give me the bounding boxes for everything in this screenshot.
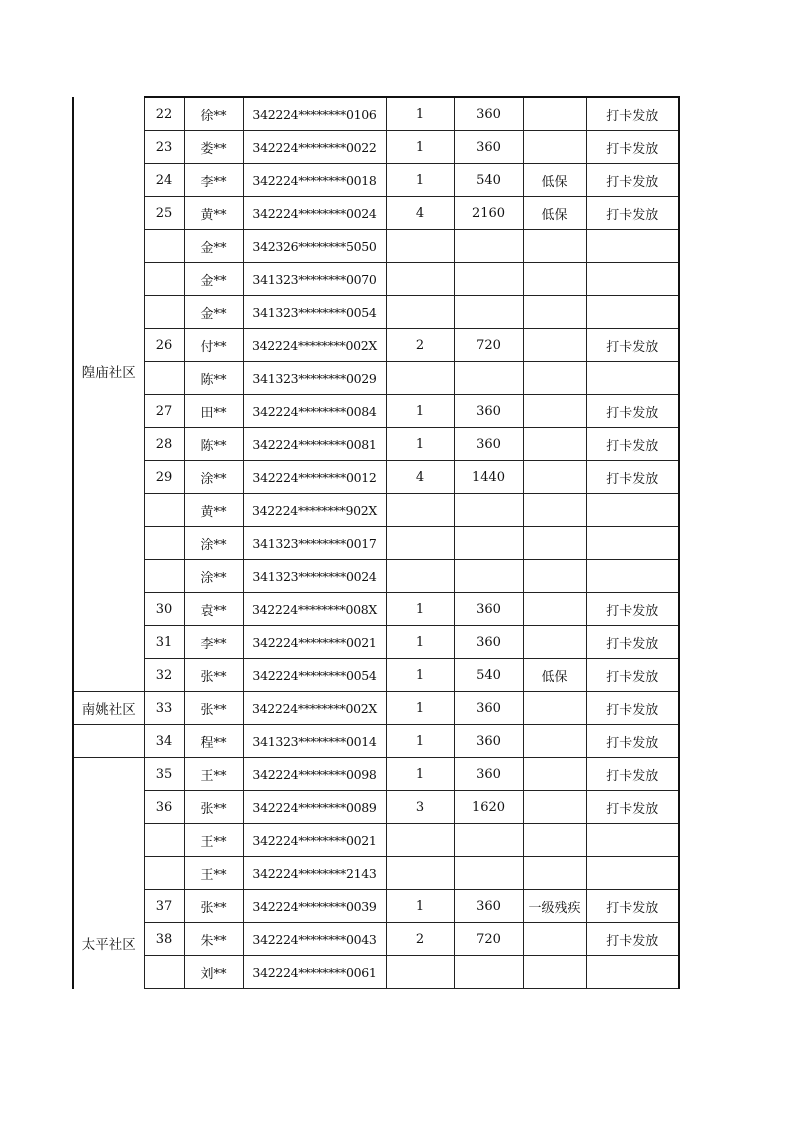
name-cell: 陈** bbox=[184, 428, 243, 461]
subsidy-table-page bbox=[72, 96, 678, 989]
payment-method-cell: 打卡发放 bbox=[586, 692, 679, 725]
name-cell: 王** bbox=[184, 857, 243, 890]
category-cell bbox=[523, 461, 586, 494]
payment-method-cell: 打卡发放 bbox=[586, 791, 679, 824]
id-number-cell: 342224********0018 bbox=[243, 164, 386, 197]
name-cell: 李** bbox=[184, 626, 243, 659]
table-row bbox=[73, 824, 679, 857]
table-row bbox=[73, 560, 679, 593]
table-row bbox=[73, 890, 679, 923]
household-count-cell bbox=[386, 956, 454, 989]
category-cell bbox=[523, 758, 586, 791]
amount-cell: 720 bbox=[454, 329, 523, 362]
id-number-cell: 342224********008X bbox=[243, 593, 386, 626]
payment-method-cell bbox=[586, 824, 679, 857]
amount-cell: 2160 bbox=[454, 197, 523, 230]
id-number-cell: 342224********0012 bbox=[243, 461, 386, 494]
name-cell: 付** bbox=[184, 329, 243, 362]
seq-cell bbox=[144, 560, 184, 593]
category-cell bbox=[523, 362, 586, 395]
seq-cell bbox=[144, 956, 184, 989]
name-cell: 刘** bbox=[184, 956, 243, 989]
name-cell: 金** bbox=[184, 230, 243, 263]
seq-cell bbox=[144, 362, 184, 395]
name-cell: 陈** bbox=[184, 362, 243, 395]
seq-cell bbox=[144, 296, 184, 329]
amount-cell: 1440 bbox=[454, 461, 523, 494]
household-count-cell: 4 bbox=[386, 197, 454, 230]
category-cell bbox=[523, 626, 586, 659]
seq-cell: 24 bbox=[144, 164, 184, 197]
category-cell bbox=[523, 527, 586, 560]
household-count-cell bbox=[386, 362, 454, 395]
amount-cell: 720 bbox=[454, 923, 523, 956]
name-cell: 徐** bbox=[184, 97, 243, 131]
household-count-cell: 1 bbox=[386, 395, 454, 428]
table-row bbox=[73, 923, 679, 956]
community-taiping: 太平社区 bbox=[73, 758, 144, 989]
category-cell bbox=[523, 824, 586, 857]
seq-cell: 31 bbox=[144, 626, 184, 659]
household-count-cell: 3 bbox=[386, 791, 454, 824]
table-row bbox=[73, 494, 679, 527]
amount-cell: 360 bbox=[454, 428, 523, 461]
amount-cell bbox=[454, 263, 523, 296]
amount-cell bbox=[454, 494, 523, 527]
household-count-cell: 2 bbox=[386, 923, 454, 956]
payment-method-cell bbox=[586, 956, 679, 989]
table-row bbox=[73, 758, 679, 791]
amount-cell: 360 bbox=[454, 593, 523, 626]
table-row bbox=[73, 164, 679, 197]
payment-method-cell: 打卡发放 bbox=[586, 659, 679, 692]
payment-method-cell: 打卡发放 bbox=[586, 164, 679, 197]
seq-cell: 32 bbox=[144, 659, 184, 692]
seq-cell: 35 bbox=[144, 758, 184, 791]
payment-method-cell: 打卡发放 bbox=[586, 428, 679, 461]
amount-cell: 360 bbox=[454, 692, 523, 725]
payment-method-cell bbox=[586, 527, 679, 560]
table-row bbox=[73, 296, 679, 329]
id-number-cell: 342224********0043 bbox=[243, 923, 386, 956]
table-row bbox=[73, 230, 679, 263]
payment-method-cell: 打卡发放 bbox=[586, 461, 679, 494]
table-row bbox=[73, 659, 679, 692]
payment-method-cell: 打卡发放 bbox=[586, 197, 679, 230]
id-number-cell: 342224********0106 bbox=[243, 97, 386, 131]
id-number-cell: 342224********0021 bbox=[243, 824, 386, 857]
household-count-cell: 1 bbox=[386, 890, 454, 923]
name-cell: 王** bbox=[184, 758, 243, 791]
amount-cell bbox=[454, 824, 523, 857]
household-count-cell: 1 bbox=[386, 97, 454, 131]
amount-cell: 540 bbox=[454, 659, 523, 692]
name-cell: 袁** bbox=[184, 593, 243, 626]
amount-cell bbox=[454, 857, 523, 890]
payment-method-cell: 打卡发放 bbox=[586, 329, 679, 362]
amount-cell: 360 bbox=[454, 758, 523, 791]
name-cell: 涂** bbox=[184, 527, 243, 560]
table-row bbox=[73, 791, 679, 824]
id-number-cell: 342224********002X bbox=[243, 692, 386, 725]
seq-cell: 23 bbox=[144, 131, 184, 164]
household-count-cell bbox=[386, 560, 454, 593]
seq-cell: 36 bbox=[144, 791, 184, 824]
seq-cell: 30 bbox=[144, 593, 184, 626]
category-cell bbox=[523, 494, 586, 527]
id-number-cell: 342224********0098 bbox=[243, 758, 386, 791]
household-count-cell: 1 bbox=[386, 428, 454, 461]
id-number-cell: 342224********0054 bbox=[243, 659, 386, 692]
category-cell bbox=[523, 956, 586, 989]
payment-method-cell: 打卡发放 bbox=[586, 923, 679, 956]
seq-cell: 22 bbox=[144, 97, 184, 131]
seq-cell bbox=[144, 857, 184, 890]
id-number-cell: 342224********0039 bbox=[243, 890, 386, 923]
household-count-cell: 1 bbox=[386, 659, 454, 692]
payment-method-cell: 打卡发放 bbox=[586, 131, 679, 164]
household-count-cell bbox=[386, 263, 454, 296]
payment-method-cell bbox=[586, 857, 679, 890]
household-count-cell: 1 bbox=[386, 593, 454, 626]
seq-cell: 29 bbox=[144, 461, 184, 494]
name-cell: 黄** bbox=[184, 197, 243, 230]
id-number-cell: 341323********0029 bbox=[243, 362, 386, 395]
household-count-cell: 1 bbox=[386, 164, 454, 197]
payment-method-cell bbox=[586, 230, 679, 263]
table-row bbox=[73, 131, 679, 164]
name-cell: 金** bbox=[184, 263, 243, 296]
category-cell bbox=[523, 329, 586, 362]
id-number-cell: 342326********5050 bbox=[243, 230, 386, 263]
table-row bbox=[73, 593, 679, 626]
household-count-cell bbox=[386, 230, 454, 263]
payment-method-cell: 打卡发放 bbox=[586, 593, 679, 626]
name-cell: 黄** bbox=[184, 494, 243, 527]
amount-cell: 360 bbox=[454, 890, 523, 923]
table-row bbox=[73, 97, 679, 131]
id-number-cell: 342224********0022 bbox=[243, 131, 386, 164]
seq-cell: 26 bbox=[144, 329, 184, 362]
category-cell bbox=[523, 395, 586, 428]
seq-cell: 37 bbox=[144, 890, 184, 923]
payment-method-cell bbox=[586, 362, 679, 395]
category-cell bbox=[523, 296, 586, 329]
seq-cell bbox=[144, 230, 184, 263]
amount-cell: 1620 bbox=[454, 791, 523, 824]
category-cell bbox=[523, 97, 586, 131]
category-cell: 一级残疾 bbox=[523, 890, 586, 923]
payment-method-cell: 打卡发放 bbox=[586, 725, 679, 758]
community-huangmiao: 隍庙社区 bbox=[73, 97, 144, 692]
amount-cell bbox=[454, 230, 523, 263]
id-number-cell: 342224********902X bbox=[243, 494, 386, 527]
seq-cell bbox=[144, 824, 184, 857]
id-number-cell: 342224********0024 bbox=[243, 197, 386, 230]
household-count-cell: 1 bbox=[386, 626, 454, 659]
household-count-cell: 1 bbox=[386, 131, 454, 164]
id-number-cell: 341323********0014 bbox=[243, 725, 386, 758]
amount-cell: 360 bbox=[454, 97, 523, 131]
community-empty bbox=[73, 725, 144, 758]
household-count-cell: 2 bbox=[386, 329, 454, 362]
id-number-cell: 341323********0054 bbox=[243, 296, 386, 329]
household-count-cell: 1 bbox=[386, 758, 454, 791]
table-row bbox=[73, 692, 679, 725]
category-cell bbox=[523, 560, 586, 593]
amount-cell bbox=[454, 296, 523, 329]
category-cell bbox=[523, 428, 586, 461]
table-row bbox=[73, 428, 679, 461]
id-number-cell: 342224********0081 bbox=[243, 428, 386, 461]
category-cell bbox=[523, 923, 586, 956]
category-cell bbox=[523, 230, 586, 263]
amount-cell: 360 bbox=[454, 725, 523, 758]
name-cell: 程** bbox=[184, 725, 243, 758]
category-cell bbox=[523, 791, 586, 824]
id-number-cell: 341323********0024 bbox=[243, 560, 386, 593]
household-count-cell bbox=[386, 296, 454, 329]
name-cell: 金** bbox=[184, 296, 243, 329]
household-count-cell bbox=[386, 824, 454, 857]
id-number-cell: 342224********0021 bbox=[243, 626, 386, 659]
table-row bbox=[73, 263, 679, 296]
seq-cell bbox=[144, 494, 184, 527]
seq-cell bbox=[144, 263, 184, 296]
community-nanyao: 南姚社区 bbox=[73, 692, 144, 725]
amount-cell: 540 bbox=[454, 164, 523, 197]
payment-method-cell bbox=[586, 560, 679, 593]
id-number-cell: 342224********0061 bbox=[243, 956, 386, 989]
household-count-cell bbox=[386, 527, 454, 560]
seq-cell: 27 bbox=[144, 395, 184, 428]
table-body bbox=[73, 97, 679, 989]
amount-cell: 360 bbox=[454, 626, 523, 659]
table-row bbox=[73, 527, 679, 560]
table-row bbox=[73, 197, 679, 230]
category-cell: 低保 bbox=[523, 197, 586, 230]
payment-method-cell bbox=[586, 494, 679, 527]
amount-cell bbox=[454, 527, 523, 560]
amount-cell bbox=[454, 362, 523, 395]
id-number-cell: 341323********0017 bbox=[243, 527, 386, 560]
name-cell: 朱** bbox=[184, 923, 243, 956]
category-cell bbox=[523, 692, 586, 725]
payment-method-cell: 打卡发放 bbox=[586, 890, 679, 923]
household-count-cell bbox=[386, 857, 454, 890]
table-row bbox=[73, 725, 679, 758]
category-cell bbox=[523, 263, 586, 296]
payment-method-cell: 打卡发放 bbox=[586, 758, 679, 791]
name-cell: 王** bbox=[184, 824, 243, 857]
payment-method-cell: 打卡发放 bbox=[586, 395, 679, 428]
table-row bbox=[73, 956, 679, 989]
name-cell: 李** bbox=[184, 164, 243, 197]
name-cell: 涂** bbox=[184, 461, 243, 494]
table-row bbox=[73, 395, 679, 428]
category-cell: 低保 bbox=[523, 164, 586, 197]
table-row bbox=[73, 461, 679, 494]
table-row bbox=[73, 857, 679, 890]
payment-method-cell: 打卡发放 bbox=[586, 626, 679, 659]
name-cell: 张** bbox=[184, 692, 243, 725]
subsidy-table bbox=[72, 96, 680, 989]
seq-cell: 38 bbox=[144, 923, 184, 956]
payment-method-cell bbox=[586, 296, 679, 329]
category-cell bbox=[523, 725, 586, 758]
amount-cell bbox=[454, 560, 523, 593]
id-number-cell: 342224********0089 bbox=[243, 791, 386, 824]
id-number-cell: 341323********0070 bbox=[243, 263, 386, 296]
amount-cell bbox=[454, 956, 523, 989]
name-cell: 张** bbox=[184, 659, 243, 692]
category-cell bbox=[523, 593, 586, 626]
name-cell: 涂** bbox=[184, 560, 243, 593]
id-number-cell: 342224********002X bbox=[243, 329, 386, 362]
category-cell bbox=[523, 857, 586, 890]
table-row bbox=[73, 329, 679, 362]
household-count-cell: 4 bbox=[386, 461, 454, 494]
amount-cell: 360 bbox=[454, 131, 523, 164]
name-cell: 田** bbox=[184, 395, 243, 428]
name-cell: 张** bbox=[184, 791, 243, 824]
household-count-cell: 1 bbox=[386, 725, 454, 758]
id-number-cell: 342224********0084 bbox=[243, 395, 386, 428]
name-cell: 娄** bbox=[184, 131, 243, 164]
amount-cell: 360 bbox=[454, 395, 523, 428]
category-cell: 低保 bbox=[523, 659, 586, 692]
category-cell bbox=[523, 131, 586, 164]
household-count-cell bbox=[386, 494, 454, 527]
household-count-cell: 1 bbox=[386, 692, 454, 725]
table-row bbox=[73, 626, 679, 659]
seq-cell: 28 bbox=[144, 428, 184, 461]
payment-method-cell bbox=[586, 263, 679, 296]
seq-cell bbox=[144, 527, 184, 560]
seq-cell: 34 bbox=[144, 725, 184, 758]
id-number-cell: 342224********2143 bbox=[243, 857, 386, 890]
name-cell: 张** bbox=[184, 890, 243, 923]
table-row bbox=[73, 362, 679, 395]
seq-cell: 25 bbox=[144, 197, 184, 230]
payment-method-cell: 打卡发放 bbox=[586, 97, 679, 131]
seq-cell: 33 bbox=[144, 692, 184, 725]
